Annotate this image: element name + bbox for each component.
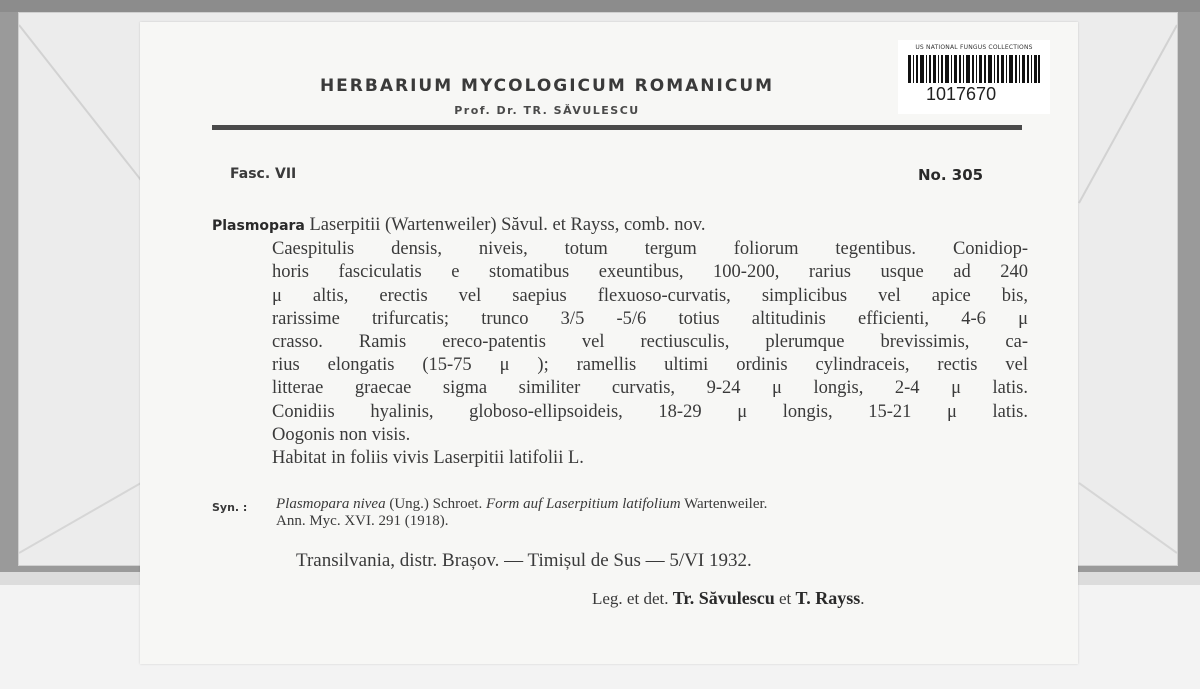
description-line: rius elongatis (15-75 μ ); ramellis ultimi ordinis cylindraceis, rectis vel <box>272 355 1028 376</box>
description-line: horis fasciculatis e stomatibus exeuntibus, 100-200, rarius usque ad 240 <box>272 262 1028 283</box>
herbarium-curator: Prof. Dr. TR. SĂVULESCU <box>454 104 640 117</box>
synonym-reference: Ann. Myc. XVI. 291 (1918). <box>276 513 449 529</box>
description-line: Caespitulis densis, niveis, totum tergum foliorum tegentibus. Conidiop- <box>272 239 1028 260</box>
description-line: crasso. Ramis ereco-patentis vel rectiusculis, plerumque brevissimis, ca- <box>272 332 1028 353</box>
catalog-number: 1017670 <box>926 84 997 104</box>
species-name-rest: Laserpitii (Wartenweiler) Săvul. et Rayss, comb. nov. <box>309 215 706 235</box>
description-line: μ altis, erectis vel saepius flexuoso-curvatis, simplicibus vel apice bis, <box>272 285 1028 306</box>
synonym-plain-b: Wartenweiler. <box>680 496 768 512</box>
fascicle-label: Fasc. VII <box>230 166 297 182</box>
collector-prefix: Leg. et det. <box>592 589 673 608</box>
synonymy <box>212 496 1028 530</box>
header-rule <box>212 125 1022 130</box>
description-line: Conidiis hyalinis, globoso-ellipsoideis, 18-29 μ longis, 15-21 μ latis. <box>272 401 1028 422</box>
synonym-text <box>276 496 1028 530</box>
collector-joiner: et <box>774 589 796 608</box>
collector-suffix: . <box>860 589 865 608</box>
species-description <box>212 214 1028 470</box>
synonym-plain-a: (Ung.) Schroet. <box>385 496 486 512</box>
habitat-line: Habitat in foliis vivis Laserpitii latifolii L. <box>272 448 584 469</box>
description-line: Oogonis non visis. <box>272 424 411 445</box>
barcode-caption: US NATIONAL FUNGUS COLLECTIONS <box>915 44 1033 51</box>
genus-name: Plasmopara <box>212 218 305 234</box>
synonym-italic-b: Form auf Laserpitium latifolium <box>485 496 681 512</box>
synonym-italic-a: Plasmopara nivea <box>276 496 386 512</box>
collection-locality: Transilvania, distr. Brașov. — Timișul de Sus — 5/VI 1932. <box>296 550 752 571</box>
species-name-line <box>212 214 1028 238</box>
specimen-number: No. 305 <box>918 166 984 184</box>
synonym-label: Syn. : <box>212 501 248 514</box>
barcode-icon <box>908 55 1040 83</box>
collector-name-2: T. Rayss <box>795 588 861 608</box>
description-line: rarissime trifurcatis; trunco 3/5 -5/6 totius altitudinis efficienti, 4-6 μ <box>272 308 1028 329</box>
collector-line <box>592 588 864 609</box>
description-line: litterae graecae sigma similiter curvatis, 9-24 μ longis, 2-4 μ latis. <box>272 378 1028 399</box>
background-top-band <box>0 0 1200 12</box>
synonym-line <box>276 496 1028 513</box>
collector-name-1: Tr. Săvulescu <box>672 588 775 608</box>
herbarium-title: HERBARIUM MYCOLOGICUM ROMANICUM <box>319 76 775 96</box>
